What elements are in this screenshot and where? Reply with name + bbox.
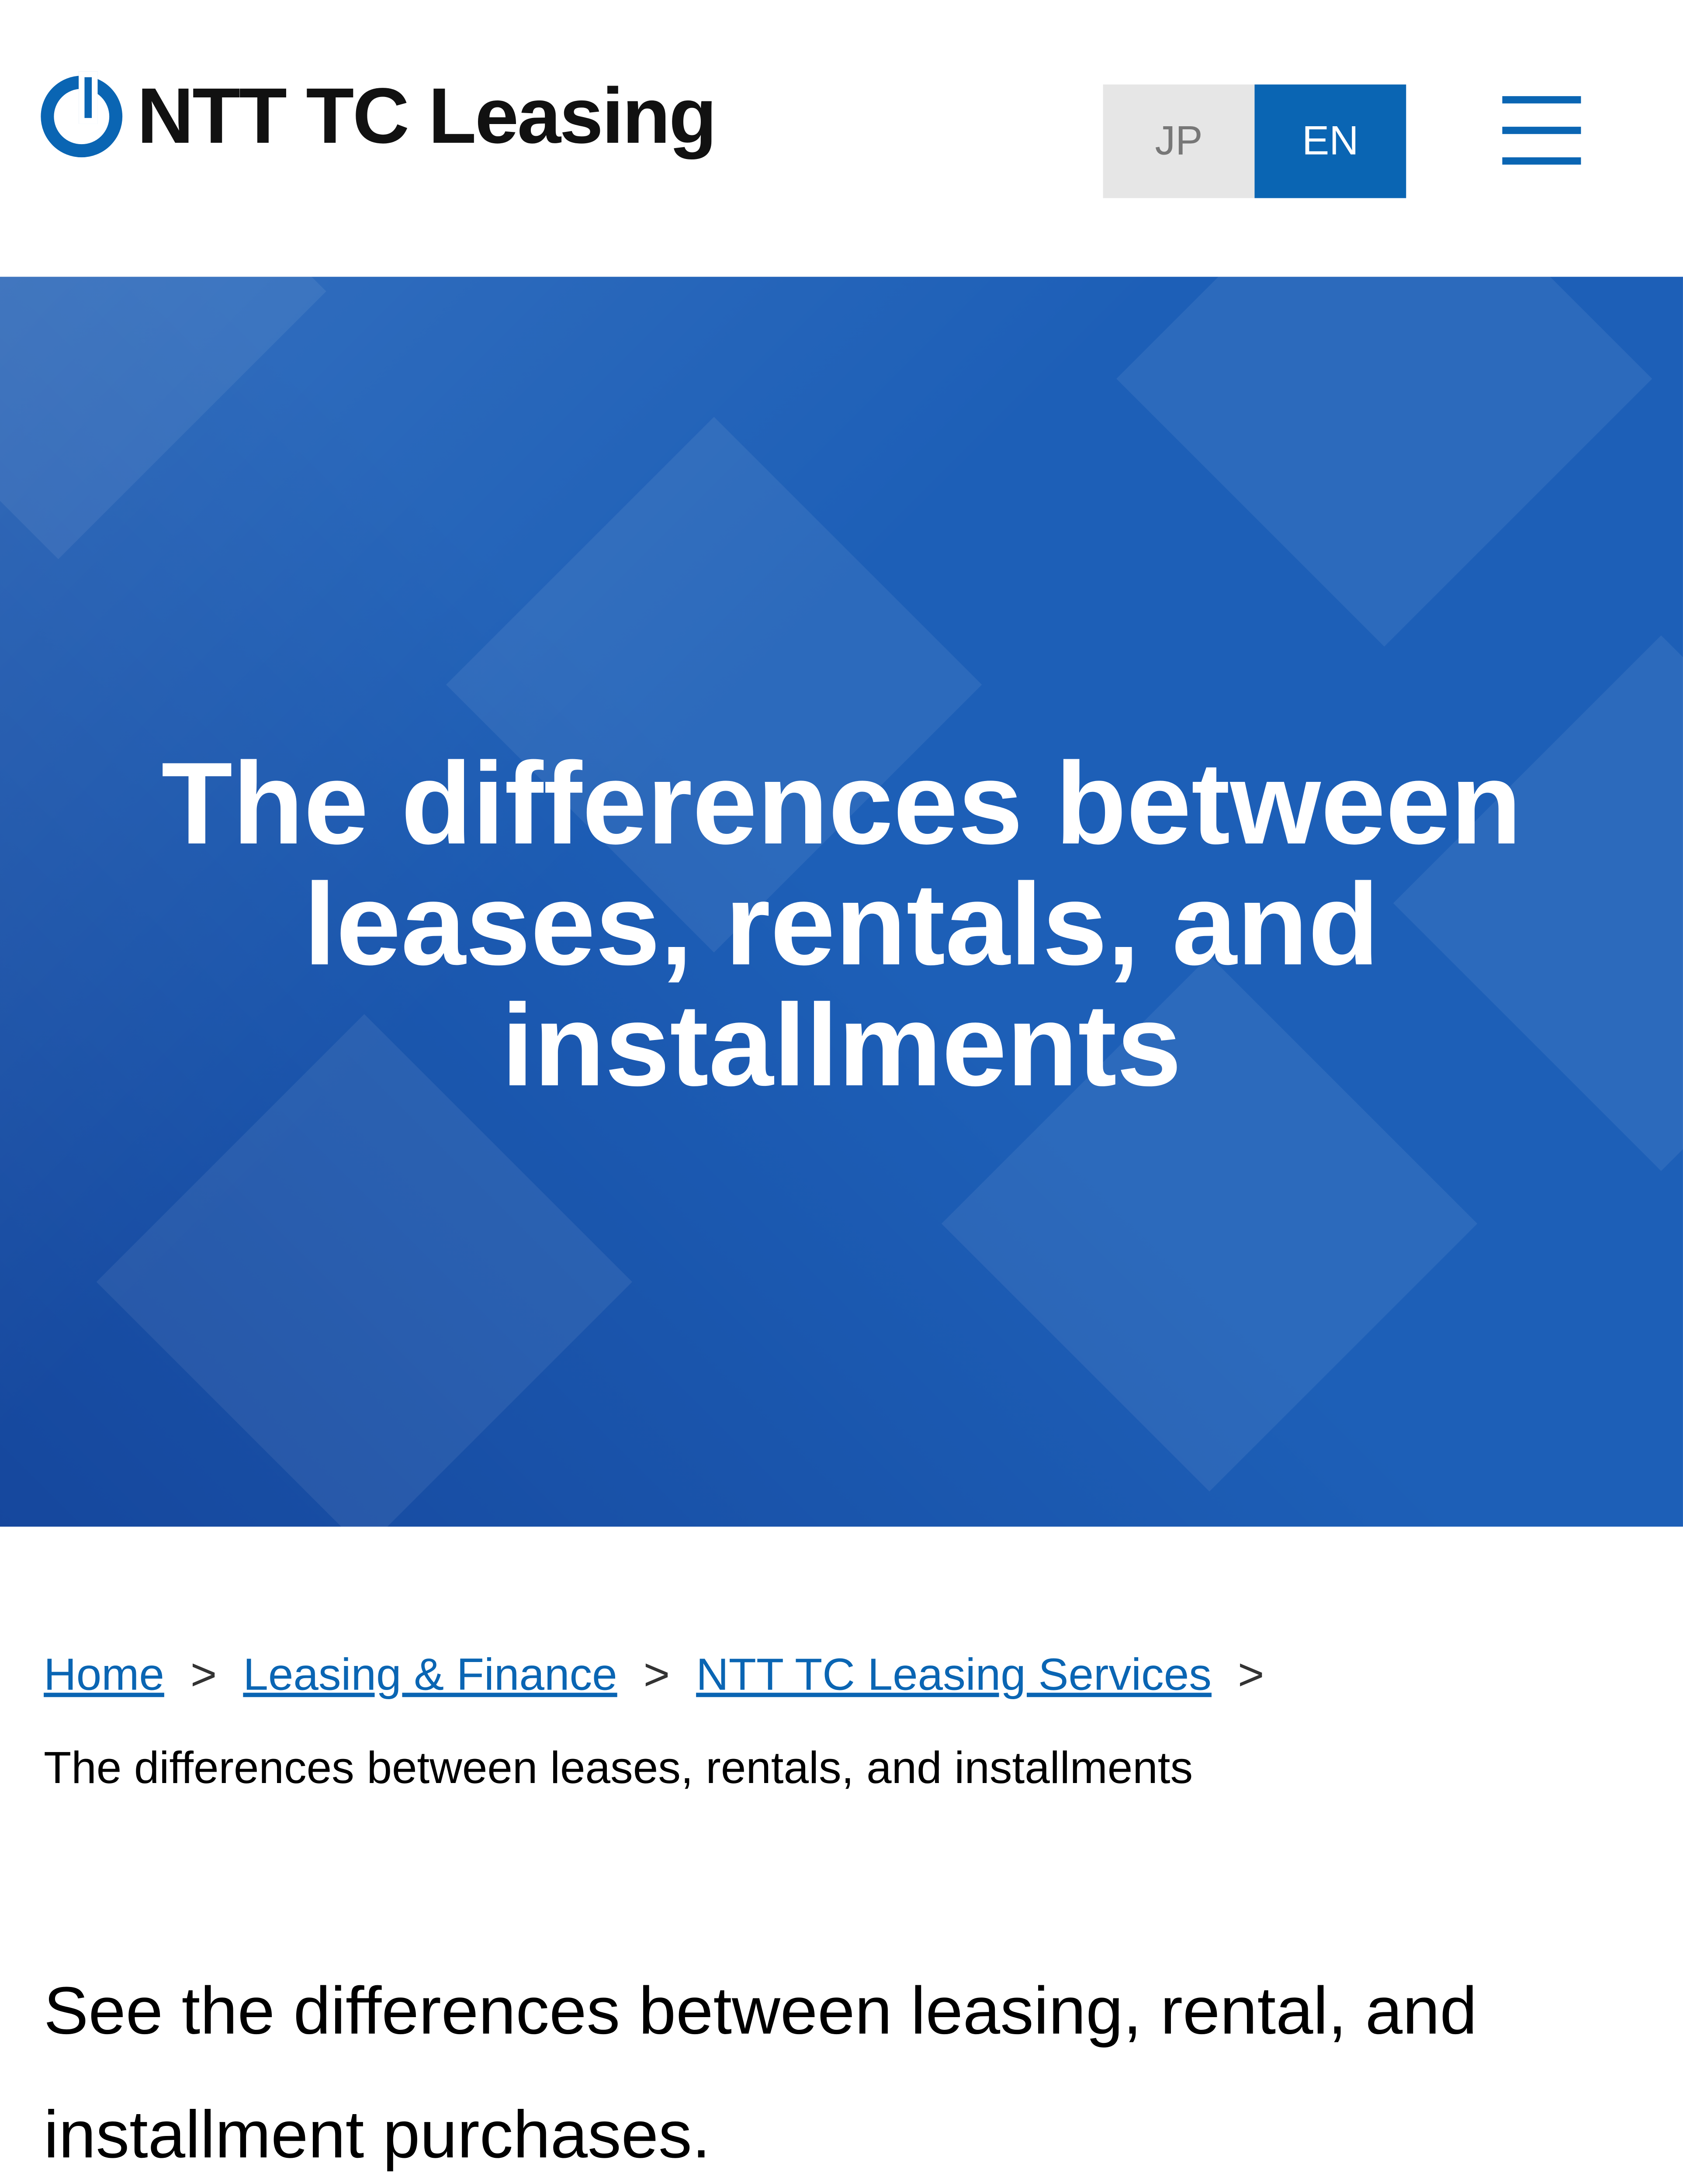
breadcrumb-services[interactable]: NTT TC Leasing Services [696,1649,1212,1700]
breadcrumb-current: The differences between leases, rentals, and installments [44,1742,1193,1794]
logo-text: NTT TC Leasing [137,73,716,160]
lang-en-button[interactable]: EN [1254,84,1406,198]
breadcrumb-home[interactable]: Home [44,1649,164,1700]
intro-text: See the differences between leasing, rental, and installment purchases. [44,1972,1477,2172]
company-logo[interactable] [41,73,716,160]
hamburger-menu-icon[interactable] [1502,96,1581,163]
language-switcher [1103,84,1406,198]
site-header [0,0,1683,277]
logo-power-icon [41,76,122,157]
lang-jp-button[interactable]: JP [1103,84,1255,198]
breadcrumb-leasing-finance[interactable]: Leasing & Finance [243,1649,617,1700]
hero-banner [0,277,1683,1527]
page-title: The differences between leases, rentals, and installments [161,738,1522,1110]
breadcrumb: Home > Leasing & Finance > NTT TC Leasing Services > The differences between leases, rentals, and installments [44,1649,1264,1794]
